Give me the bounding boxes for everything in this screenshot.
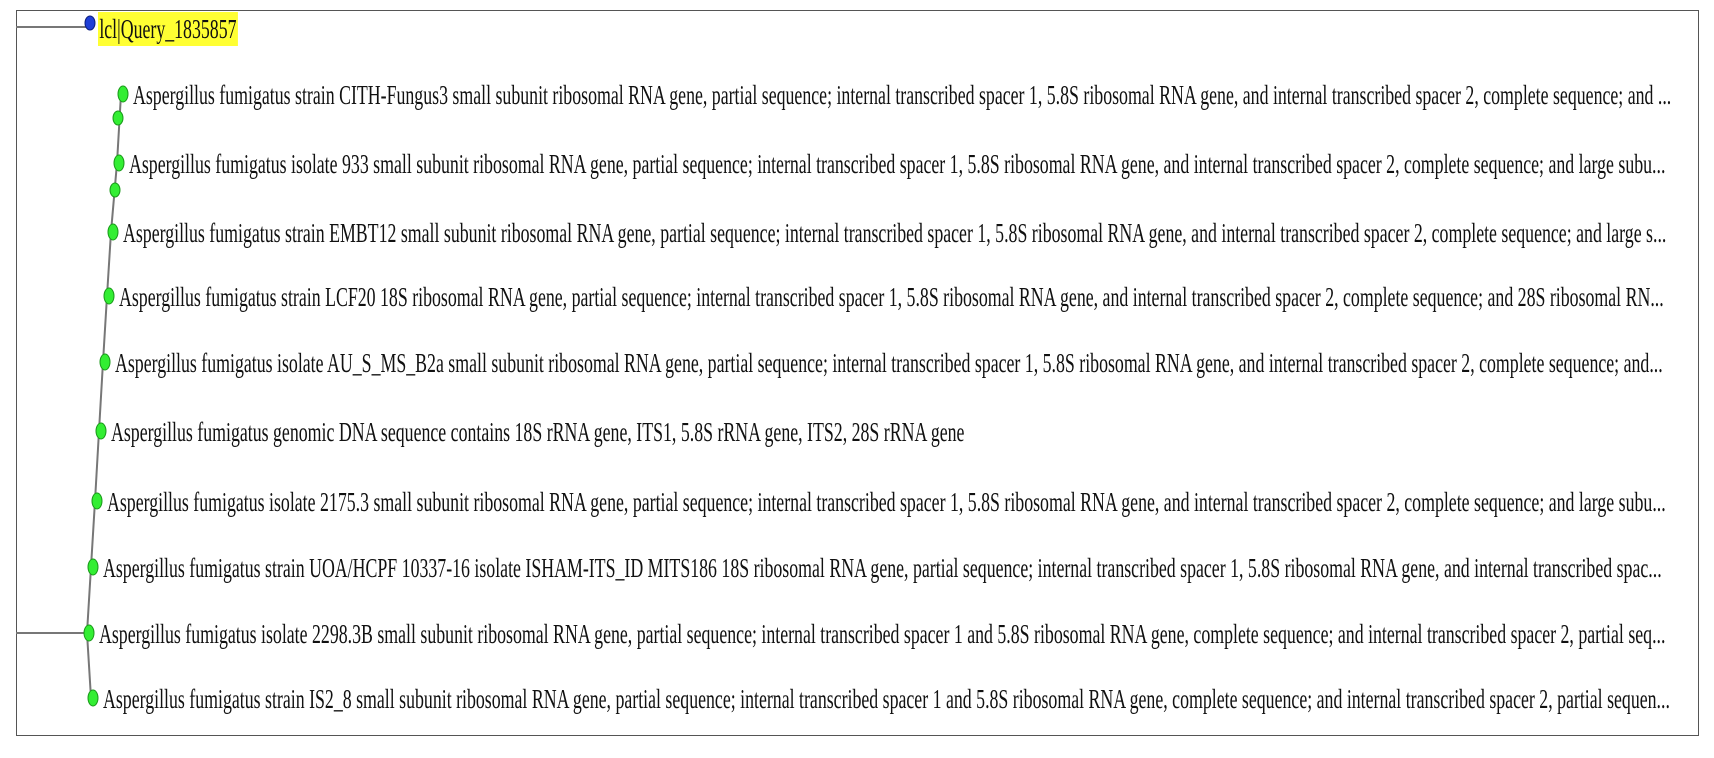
- leaf-label[interactable]: [133, 77, 1694, 117]
- leaf-label[interactable]: [115, 345, 1694, 385]
- leaf-label[interactable]: [107, 484, 1694, 524]
- leaf-label-text: Aspergillus fumigatus isolate 933 small subunit ribosomal RNA gene, partial sequence; internal transcribed spacer 1, 5.8S ribosomal RNA gene, and internal transcribed spacer 2, complete sequence; and large subu...: [129, 149, 1666, 179]
- leaf-label[interactable]: [111, 414, 1694, 454]
- leaf-label[interactable]: [129, 146, 1694, 186]
- leaf-label-text: Aspergillus fumigatus strain CITH-Fungus3 small subunit ribosomal RNA gene, partial sequence; internal transcribed spacer 1, 5.8S ribosomal RNA gene, and internal transcribed spacer 2, complete sequence; and ...: [133, 80, 1672, 110]
- leaf-label-text: Aspergillus fumigatus strain EMBT12 small subunit ribosomal RNA gene, partial sequence; internal transcribed spacer 1, 5.8S ribosomal RNA gene, and internal transcribed spacer 2, complete sequence; and large s...: [123, 218, 1667, 248]
- leaf-label[interactable]: [103, 550, 1694, 590]
- leaf-label[interactable]: [103, 681, 1694, 721]
- leaf-label[interactable]: [123, 215, 1694, 255]
- leaf-label[interactable]: [99, 616, 1694, 656]
- query-label[interactable]: [98, 12, 310, 48]
- leaf-label-text: Aspergillus fumigatus strain LCF20 18S ribosomal RNA gene, partial sequence; internal transcribed spacer 1, 5.8S ribosomal RNA gene, and internal transcribed spacer 2, complete sequence; and 28S ribosomal RN...: [119, 282, 1664, 312]
- leaf-label[interactable]: [119, 279, 1694, 319]
- leaf-label-text: Aspergillus fumigatus isolate 2175.3 small subunit ribosomal RNA gene, partial sequence; internal transcribed spacer 1, 5.8S ribosomal RNA gene, and internal transcribed spacer 2, complete sequence; and large subu...: [107, 487, 1666, 517]
- query-label-text: lcl|Query_1835857: [99, 14, 237, 44]
- leaf-label-text: Aspergillus fumigatus genomic DNA sequence contains 18S rRNA gene, ITS1, 5.8S rRNA gene, ITS2, 28S rRNA gene: [111, 417, 965, 447]
- leaf-label-text: Aspergillus fumigatus isolate 2298.3B small subunit ribosomal RNA gene, partial sequence; internal transcribed spacer 1 and 5.8S ribosomal RNA gene, complete sequence; and internal transcribed spacer 2, partial seq...: [99, 619, 1666, 649]
- leaf-label-text: Aspergillus fumigatus isolate AU_S_MS_B2a small subunit ribosomal RNA gene, partial sequence; internal transcribed spacer 1, 5.8S ribosomal RNA gene, and internal transcribed spacer 2, complete sequence; and...: [115, 348, 1663, 378]
- leaf-label-text: Aspergillus fumigatus strain UOA/HCPF 10337-16 isolate ISHAM-ITS_ID MITS186 18S ribosomal RNA gene, partial sequence; internal transcribed spacer 1, 5.8S ribosomal RNA gene, and internal transcribed spac...: [103, 553, 1662, 583]
- leaf-label-text: Aspergillus fumigatus strain IS2_8 small subunit ribosomal RNA gene, partial sequence; internal transcribed spacer 1 and 5.8S ribosomal RNA gene, complete sequence; and internal transcribed spacer 2, partial sequen...: [103, 684, 1670, 714]
